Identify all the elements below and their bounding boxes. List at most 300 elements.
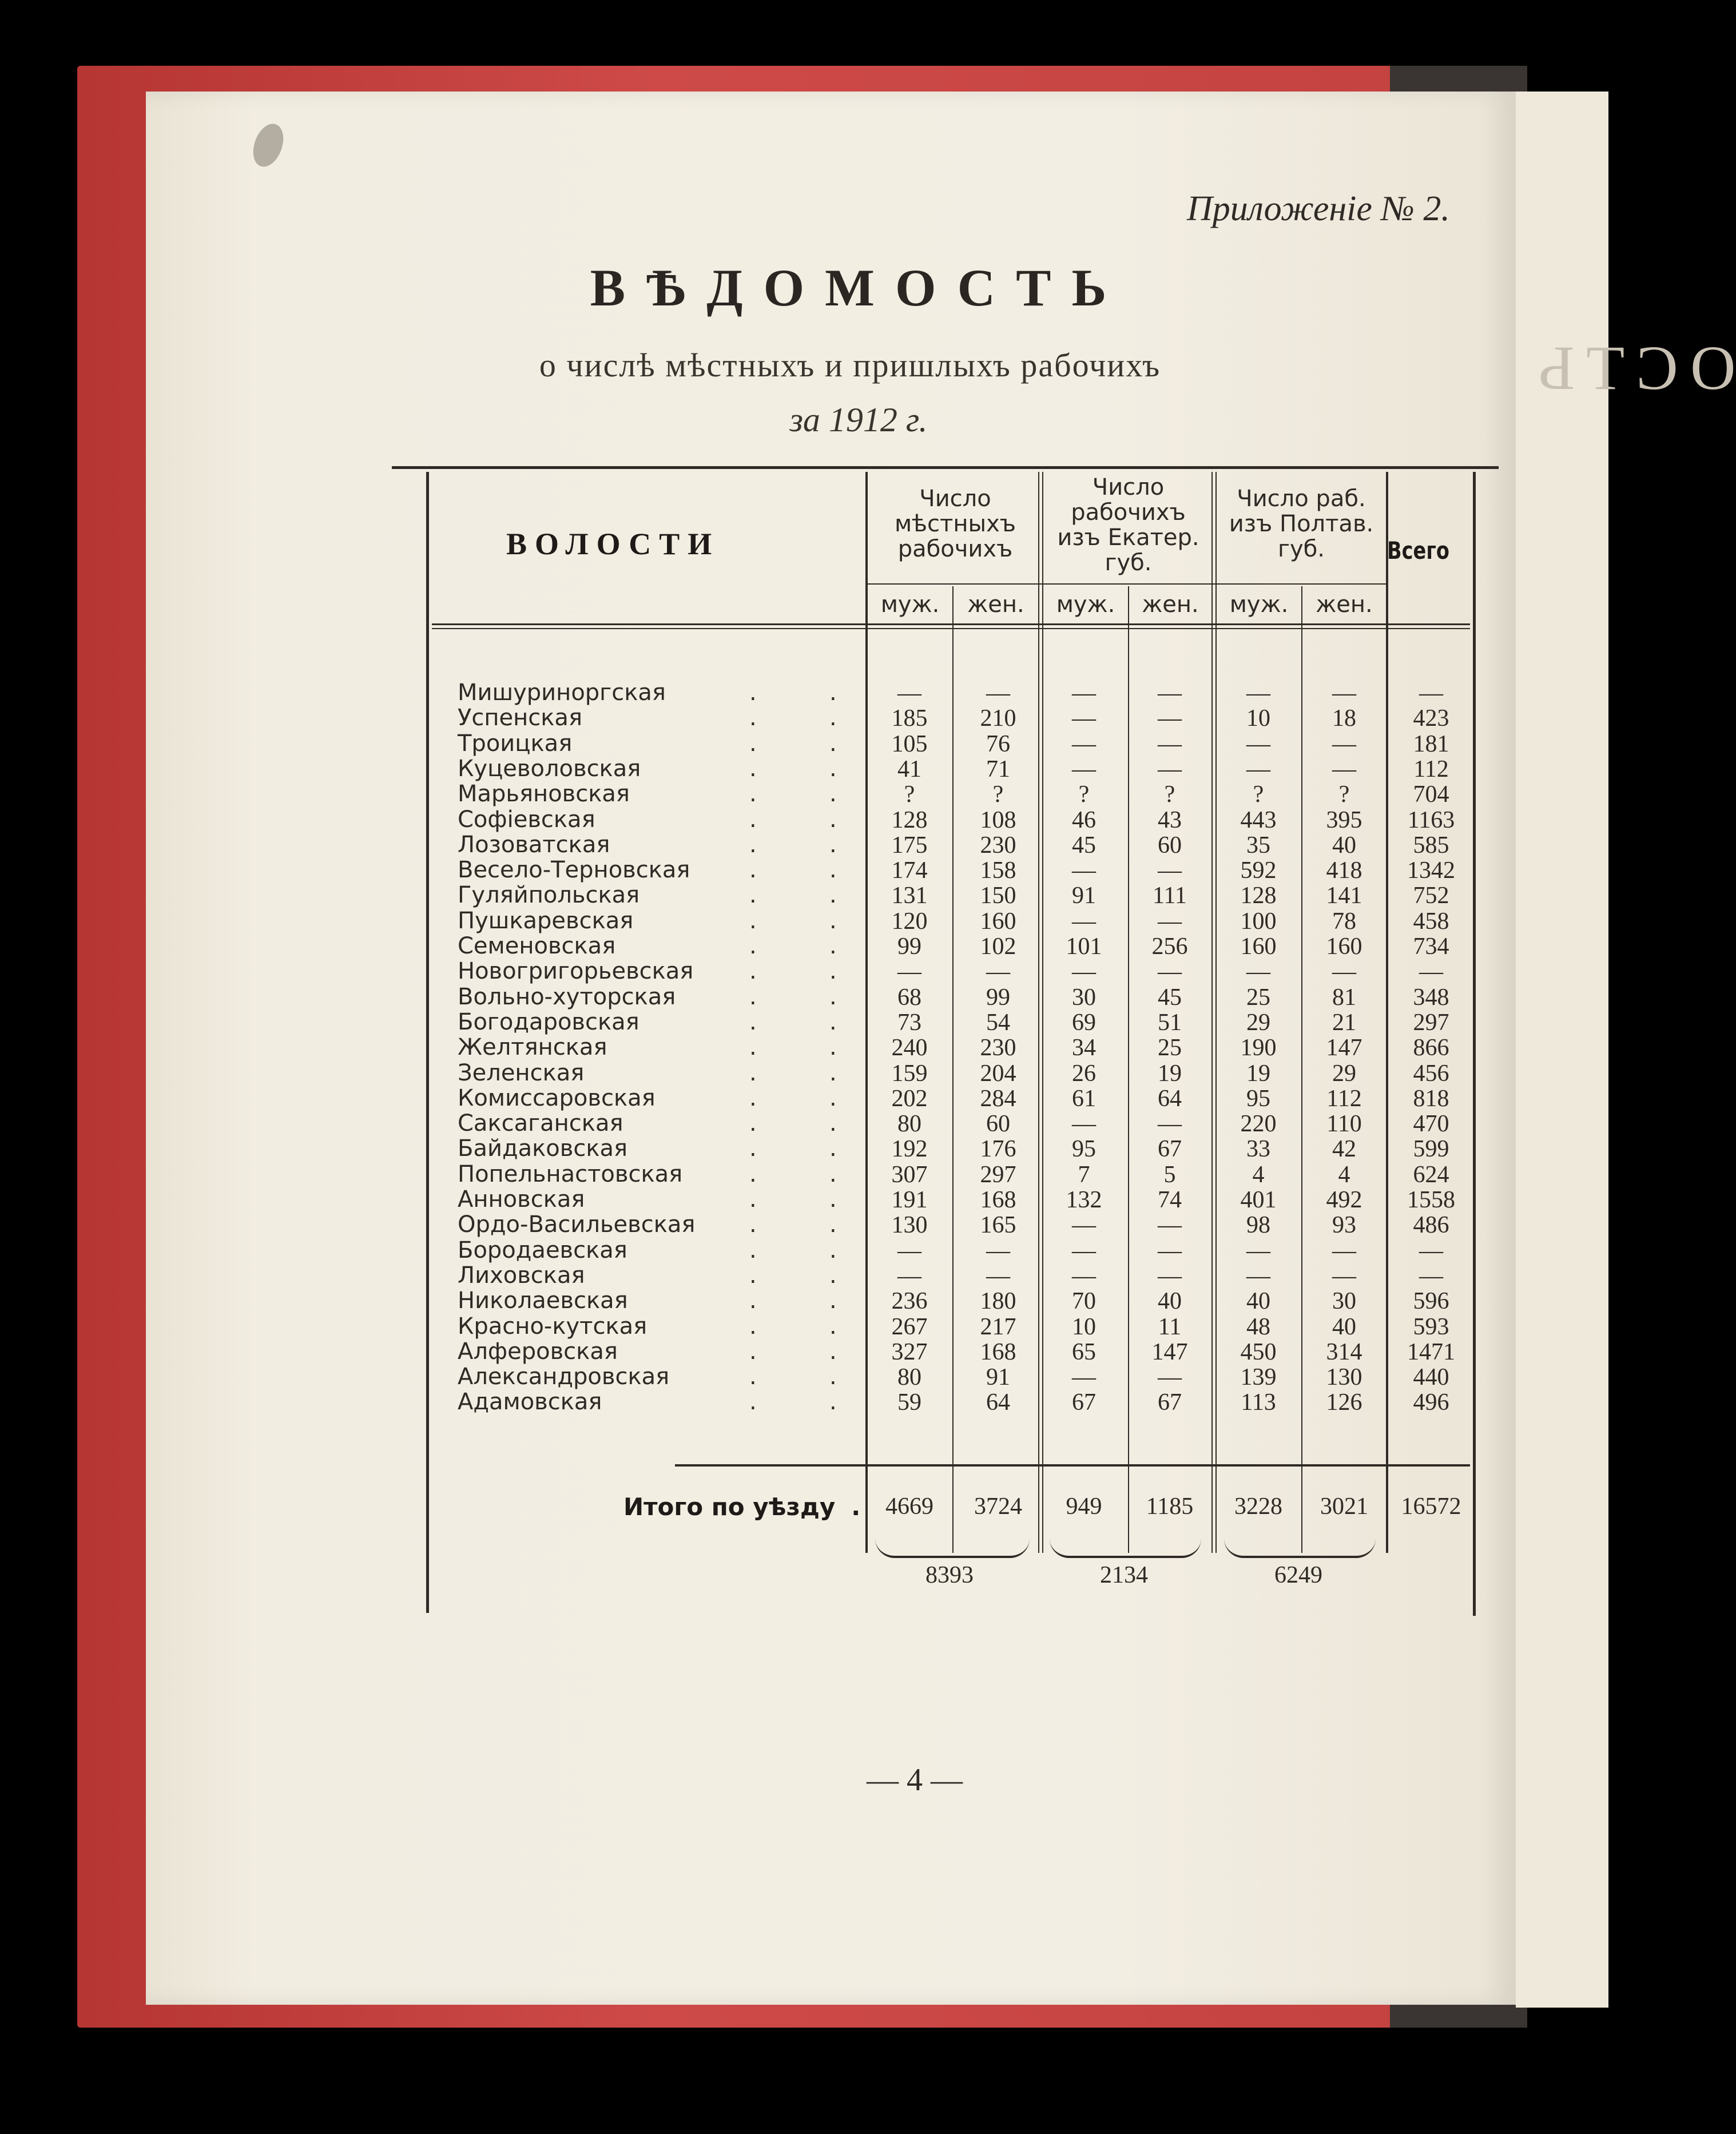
table-cell: 108 [980, 807, 1016, 833]
row-name: Анновская [458, 1186, 585, 1213]
table-cell: — [1158, 705, 1182, 732]
group-sum-brace [875, 1539, 1030, 1558]
table-cell: 120 [891, 908, 928, 935]
leader-dot: . [749, 958, 757, 984]
row-total-cell: 1163 [1407, 807, 1455, 833]
grand-total-cell: 16572 [1401, 1493, 1461, 1520]
leader-dot: . [829, 806, 837, 833]
table-left-rule [426, 472, 429, 1613]
row-total-cell: 704 [1413, 781, 1449, 808]
table-cell: — [897, 680, 921, 706]
row-total-cell: 486 [1413, 1212, 1449, 1238]
table-cell: 174 [891, 857, 928, 884]
row-name: Николаевская [458, 1287, 628, 1314]
leader-dot: . [749, 882, 757, 908]
table-cell: ? [1078, 781, 1090, 808]
leader-dot: . [829, 1237, 837, 1263]
table-cell: 19 [1246, 1060, 1270, 1087]
table-cell: 100 [1240, 908, 1277, 935]
row-total-cell: 181 [1413, 731, 1449, 757]
leader-dot: . [749, 1389, 757, 1415]
row-name: Зеленская [458, 1060, 585, 1086]
col-rule [1215, 472, 1217, 1553]
table-cell: 160 [980, 908, 1016, 935]
table-cell: ? [1338, 781, 1350, 808]
table-cell: 67 [1158, 1389, 1182, 1416]
table-cell: 21 [1332, 1010, 1356, 1036]
table-cell: — [986, 1263, 1010, 1289]
table-cell: 210 [980, 705, 1016, 732]
leader-dot: . [829, 1060, 837, 1086]
leader-dot: . [749, 679, 757, 706]
table-cell: 130 [1326, 1364, 1362, 1390]
table-cell: 61 [1072, 1086, 1096, 1112]
col-rule [1386, 472, 1388, 1553]
leader-dot: . [749, 806, 757, 833]
leader-dot: . [829, 1161, 837, 1187]
table-cell: 43 [1158, 807, 1182, 833]
leader-dot: . [749, 1186, 757, 1213]
table-cell: 180 [980, 1288, 1016, 1314]
leader-dot: . [749, 1237, 757, 1263]
row-name: Новогригорьевская [458, 958, 694, 984]
table-cell: 45 [1158, 984, 1182, 1011]
table-cell: 111 [1153, 883, 1187, 909]
table-cell: 54 [986, 1010, 1010, 1036]
table-cell: 40 [1332, 832, 1356, 859]
table-cell: 128 [891, 807, 928, 833]
leader-dot: . [829, 958, 837, 984]
row-total-cell: 440 [1413, 1364, 1449, 1390]
leader-dot: . [829, 730, 837, 757]
table-cell: 130 [891, 1212, 928, 1238]
row-total-cell: 1342 [1407, 857, 1455, 884]
total-cell: 3724 [974, 1493, 1022, 1520]
table-cell: 165 [980, 1212, 1016, 1238]
table-cell: 190 [1240, 1035, 1277, 1061]
table-cell: 60 [986, 1111, 1010, 1137]
row-name: Бородаевская [458, 1237, 627, 1263]
table-cell: 191 [891, 1187, 928, 1213]
row-name: Желтянская [458, 1034, 607, 1060]
table-cell: 202 [891, 1086, 928, 1112]
leader-dot: . [749, 1338, 757, 1365]
table-cell: 11 [1158, 1314, 1182, 1340]
row-name: Богодаровская [458, 1009, 639, 1035]
leader-dot: . [749, 832, 757, 858]
subheader-female: жен. [1142, 591, 1199, 618]
table-cell: — [1072, 1111, 1096, 1137]
table-cell: 29 [1332, 1060, 1356, 1087]
appendix-label: Приложеніе № 2. [1187, 189, 1450, 228]
table-cell: 76 [986, 731, 1010, 757]
page-year: за 1912 г. [789, 401, 928, 439]
table-cell: 10 [1072, 1314, 1096, 1340]
leader-dot: . [829, 679, 837, 706]
leader-dot: . [749, 1211, 757, 1238]
table-cell: — [1246, 731, 1270, 757]
table-cell: 26 [1072, 1060, 1096, 1087]
total-cell: 3021 [1320, 1493, 1368, 1520]
subheader-female: жен. [1316, 591, 1373, 618]
table-cell: — [1332, 756, 1356, 782]
table-cell: 5 [1163, 1162, 1176, 1188]
table-cell: 65 [1072, 1339, 1096, 1365]
leader-dot: . [829, 882, 837, 908]
leader-dot: . [749, 756, 757, 782]
row-name: Семеновская [458, 933, 616, 959]
leader-dot: . [829, 1009, 837, 1035]
table-cell: — [1158, 731, 1182, 757]
totals-top-rule [675, 1464, 1470, 1467]
leader-dot: . [829, 705, 837, 731]
table-cell: 68 [897, 984, 921, 1011]
table-cell: — [1072, 1364, 1096, 1390]
table-cell: 401 [1240, 1187, 1277, 1213]
table-cell: — [1332, 1263, 1356, 1289]
total-cell: 1185 [1146, 1493, 1194, 1520]
table-cell: — [1246, 959, 1270, 985]
col-rule [952, 586, 954, 1553]
row-total-cell: — [1419, 680, 1443, 706]
leader-dot: . [749, 1287, 757, 1314]
table-cell: — [1158, 908, 1182, 935]
table-cell: 98 [1246, 1212, 1270, 1238]
table-cell: 71 [986, 756, 1010, 782]
col-rule [1042, 472, 1043, 1553]
row-total-cell: — [1419, 1263, 1443, 1289]
leader-dot: . [749, 1009, 757, 1035]
table-cell: 35 [1246, 832, 1270, 859]
table-cell: 33 [1246, 1136, 1270, 1162]
table-cell: 74 [1158, 1187, 1182, 1213]
row-total-cell: — [1419, 959, 1443, 985]
page-subtitle: о числѣ мѣстныхъ и пришлыхъ рабочихъ [539, 347, 1161, 384]
table-cell: 4 [1338, 1162, 1350, 1188]
group-sum-brace [1224, 1539, 1376, 1558]
row-name: Успенская [458, 705, 583, 731]
row-name: Софіевская [458, 806, 595, 833]
table-cell: 40 [1332, 1314, 1356, 1340]
table-cell: 185 [891, 705, 928, 732]
table-cell: 175 [891, 832, 928, 859]
table-cell: 29 [1246, 1010, 1270, 1036]
row-total-cell: 818 [1413, 1086, 1449, 1112]
table-cell: 168 [980, 1339, 1016, 1365]
table-cell: 126 [1326, 1389, 1362, 1416]
total-label: Итого по уѣзду . [623, 1493, 861, 1521]
row-name: Лиховская [458, 1262, 585, 1289]
table-cell: 150 [980, 883, 1016, 909]
leader-dot: . [829, 908, 837, 934]
leader-dot: . [749, 857, 757, 883]
table-cell: 7 [1078, 1162, 1090, 1188]
table-cell: 176 [980, 1136, 1016, 1162]
table-cell: 314 [1326, 1339, 1362, 1365]
table-cell: — [1332, 731, 1356, 757]
table-cell: 64 [1158, 1086, 1182, 1112]
leader-dot: . [829, 984, 837, 1010]
subheader-male: муж. [880, 591, 940, 618]
table-cell: 19 [1158, 1060, 1182, 1087]
total-cell: 4669 [885, 1493, 933, 1520]
row-total-cell: 423 [1413, 705, 1449, 732]
row-name: Комиссаровская [458, 1085, 656, 1111]
row-total-cell: 496 [1413, 1389, 1449, 1416]
table-cell: — [986, 680, 1010, 706]
leader-dot: . [829, 1211, 837, 1238]
leader-dot: . [829, 857, 837, 883]
leader-dot: . [829, 1110, 837, 1136]
leader-dot: . [829, 1186, 837, 1213]
group-header-ekaterinoslav: Число рабочихъ изъ Екатер. губ. [1057, 474, 1199, 576]
table-cell: 91 [986, 1364, 1010, 1390]
leader-dot: . [749, 1135, 757, 1162]
row-name: Попельнастовская [458, 1161, 683, 1187]
group-sum-ekaterinoslav: 2134 [1100, 1562, 1148, 1588]
table-cell: 64 [986, 1389, 1010, 1416]
table-cell: — [1246, 680, 1270, 706]
leader-dot: . [749, 1313, 757, 1340]
table-cell: — [1158, 1212, 1182, 1238]
table-cell: — [1072, 1212, 1096, 1238]
table-cell: 101 [1066, 933, 1102, 960]
table-cell: 297 [980, 1162, 1016, 1188]
table-cell: 91 [1072, 883, 1096, 909]
leader-dot: . [749, 1110, 757, 1136]
leader-dot: . [749, 1034, 757, 1060]
table-cell: 67 [1158, 1136, 1182, 1162]
table-cell: — [1246, 756, 1270, 782]
table-cell: — [1072, 857, 1096, 884]
table-cell: — [1158, 1111, 1182, 1137]
table-cell: — [1158, 857, 1182, 884]
row-name: Александровская [458, 1364, 670, 1390]
table-cell: — [1072, 705, 1096, 732]
table-cell: 256 [1151, 933, 1188, 960]
table-cell: 51 [1158, 1010, 1182, 1036]
table-cell: 128 [1240, 883, 1277, 909]
leader-dot: . [829, 1364, 837, 1390]
row-total-cell: 752 [1413, 883, 1449, 909]
leader-dot: . [749, 908, 757, 934]
table-cell: 132 [1066, 1187, 1102, 1213]
row-name: Адамовская [458, 1389, 602, 1415]
group-header-poltava: Число раб. изъ Полтав. губ. [1229, 486, 1374, 562]
row-name: Куцеволовская [458, 756, 641, 782]
volosti-header: ВОЛОСТИ [506, 527, 720, 561]
table-cell: 192 [891, 1136, 928, 1162]
table-cell: 95 [1072, 1136, 1096, 1162]
table-cell: 220 [1240, 1111, 1277, 1137]
row-total-cell: 734 [1413, 933, 1449, 960]
table-cell: ? [992, 781, 1004, 808]
row-total-cell: 593 [1413, 1314, 1449, 1340]
leader-dot: . [749, 1364, 757, 1390]
subheader-male: муж. [1056, 591, 1115, 618]
table-cell: 284 [980, 1086, 1016, 1112]
table-cell: 40 [1246, 1288, 1270, 1314]
table-cell: 99 [897, 933, 921, 960]
table-cell: — [897, 959, 921, 985]
row-name: Лозоватская [458, 832, 610, 858]
table-cell: — [1332, 1238, 1356, 1264]
leader-dot: . [749, 705, 757, 731]
subheader-male: муж. [1229, 591, 1289, 618]
row-name: Саксаганская [458, 1110, 623, 1136]
leader-dot: . [829, 1287, 837, 1314]
table-cell: 67 [1072, 1389, 1096, 1416]
leader-dot: . [829, 1338, 837, 1365]
row-name: Байдаковская [458, 1135, 628, 1162]
table-cell: — [897, 1263, 921, 1289]
table-cell: — [1072, 680, 1096, 706]
group-sum-poltava: 6249 [1274, 1562, 1322, 1588]
table-cell: 158 [980, 857, 1016, 884]
leader-dot: . [829, 1262, 837, 1289]
table-cell: 73 [897, 1010, 921, 1036]
row-name: Вольно-хуторская [458, 984, 676, 1010]
table-cell: 4 [1252, 1162, 1265, 1188]
table-cell: — [986, 1238, 1010, 1264]
table-cell: 60 [1158, 832, 1182, 859]
table-cell: 112 [1326, 1086, 1362, 1112]
row-total-cell: 1471 [1407, 1339, 1455, 1365]
leader-dot: . [749, 1161, 757, 1187]
table-cell: — [1158, 680, 1182, 706]
table-cell: 110 [1326, 1111, 1362, 1137]
row-total-cell: 470 [1413, 1111, 1449, 1137]
row-total-cell: 456 [1413, 1060, 1449, 1087]
leader-dot: . [829, 1085, 837, 1111]
row-total-cell: 348 [1413, 984, 1449, 1011]
col-rule [1038, 472, 1039, 1553]
table-cell: 25 [1158, 1035, 1182, 1061]
row-total-cell: — [1419, 1238, 1443, 1264]
table-cell: 69 [1072, 1010, 1096, 1036]
leader-dot: . [829, 1034, 837, 1060]
table-cell: — [1246, 1238, 1270, 1264]
table-cell: — [1158, 1263, 1182, 1289]
table-cell: 18 [1332, 705, 1356, 732]
leader-dot: . [749, 933, 757, 959]
table-cell: 204 [980, 1060, 1016, 1087]
table-cell: 147 [1326, 1035, 1362, 1061]
table-cell: 46 [1072, 807, 1096, 833]
subheader-female: жен. [967, 591, 1024, 618]
table-cell: 327 [891, 1339, 928, 1365]
table-cell: 80 [897, 1111, 921, 1137]
table-cell: 230 [980, 1035, 1016, 1061]
table-cell: — [1332, 959, 1356, 985]
leader-dot: . [749, 730, 757, 757]
table-cell: 102 [980, 933, 1016, 960]
table-cell: — [1158, 959, 1182, 985]
table-cell: 95 [1246, 1086, 1270, 1112]
table-cell: 113 [1241, 1389, 1276, 1416]
table-cell: — [1332, 680, 1356, 706]
table-cell: 93 [1332, 1212, 1356, 1238]
row-name: Мишуриноргская [458, 679, 666, 706]
subheader-rule [867, 583, 1387, 585]
row-total-cell: 458 [1413, 908, 1449, 935]
total-cell: 949 [1066, 1493, 1102, 1520]
page-number: — 4 — [867, 1762, 963, 1798]
table-cell: 105 [891, 731, 928, 757]
row-total-cell: 112 [1413, 756, 1449, 782]
table-cell: — [1158, 1238, 1182, 1264]
table-cell: 41 [897, 756, 921, 782]
table-cell: 230 [980, 832, 1016, 859]
table-cell: 592 [1240, 857, 1277, 884]
table-cell: 59 [897, 1389, 921, 1416]
table-cell: 30 [1072, 984, 1096, 1011]
table-cell: — [1072, 959, 1096, 985]
table-cell: 48 [1246, 1314, 1270, 1340]
table-cell: — [1072, 756, 1096, 782]
table-cell: 10 [1246, 705, 1270, 732]
row-name: Алферовская [458, 1338, 618, 1365]
table-cell: 131 [891, 883, 928, 909]
row-name: Ордо-Васильевская [458, 1211, 696, 1238]
leader-dot: . [829, 756, 837, 782]
table-cell: 42 [1332, 1136, 1356, 1162]
table-cell: 159 [891, 1060, 928, 1087]
total-column-header: Всего [1387, 537, 1449, 565]
leader-dot: . [829, 1135, 837, 1162]
leader-dot: . [829, 1313, 837, 1340]
table-cell: 70 [1072, 1288, 1096, 1314]
table-cell: 168 [980, 1187, 1016, 1213]
table-cell: 395 [1326, 807, 1362, 833]
row-total-cell: 1558 [1407, 1187, 1455, 1213]
header-bottom-rule [432, 623, 1470, 625]
col-rule [865, 472, 868, 1553]
table-cell: 307 [891, 1162, 928, 1188]
row-name: Весело-Терновская [458, 857, 690, 883]
table-right-rule [1473, 472, 1476, 1616]
leader-dot: . [829, 781, 837, 807]
row-total-cell: 599 [1413, 1136, 1449, 1162]
table-cell: — [1246, 1263, 1270, 1289]
table-cell: — [1158, 756, 1182, 782]
table-cell: 80 [897, 1364, 921, 1390]
leader-dot: . [829, 933, 837, 959]
col-rule [1128, 586, 1129, 1553]
table-cell: 30 [1332, 1288, 1356, 1314]
table-cell: ? [904, 781, 915, 808]
group-sum-brace [1050, 1539, 1201, 1558]
leader-dot: . [749, 781, 757, 807]
table-cell: 236 [891, 1288, 928, 1314]
header-bottom-rule-2 [432, 628, 1470, 629]
table-cell: 81 [1332, 984, 1356, 1011]
facing-page: ОСТЬ [1516, 92, 1608, 2008]
leader-dot: . [749, 1085, 757, 1111]
table-cell: 160 [1240, 933, 1277, 960]
row-name: Красно-кутская [458, 1313, 647, 1340]
table-cell: — [1072, 731, 1096, 757]
table-cell: 25 [1246, 984, 1270, 1011]
leader-dot: . [749, 1060, 757, 1086]
table-cell: 45 [1072, 832, 1096, 859]
group-sum-local: 8393 [925, 1562, 974, 1588]
table-top-rule [392, 466, 1499, 469]
col-rule [1301, 586, 1302, 1553]
total-cell: 3228 [1234, 1493, 1282, 1520]
table-cell: 492 [1326, 1187, 1362, 1213]
leader-dot: . [829, 832, 837, 858]
